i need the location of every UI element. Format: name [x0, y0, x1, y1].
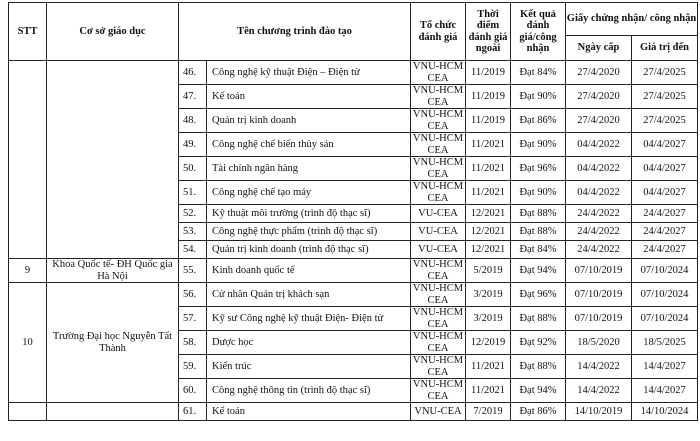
expiry-date: 27/4/2025	[632, 109, 698, 133]
evaluation-org: VNU-HCM CEA	[411, 133, 466, 157]
group-institution: Trường Đại học Nguyễn Tất Thành	[47, 283, 179, 403]
issue-date: 07/10/2019	[566, 307, 632, 331]
evaluation-time: 11/2021	[466, 355, 511, 379]
issue-date: 07/10/2019	[566, 259, 632, 283]
row-number: 52.	[179, 205, 207, 223]
evaluation-org: VNU-HCM CEA	[411, 181, 466, 205]
evaluation-result: Đạt 92%	[511, 331, 566, 355]
stt-cell-empty	[9, 61, 47, 259]
row-number: 59.	[179, 355, 207, 379]
issue-date: 24/4/2022	[566, 205, 632, 223]
issue-date: 04/4/2022	[566, 157, 632, 181]
table-row	[9, 61, 698, 85]
evaluation-time: 12/2021	[466, 241, 511, 259]
evaluation-result: Đạt 96%	[511, 157, 566, 181]
evaluation-org: VNU-HCM CEA	[411, 283, 466, 307]
issue-date: 04/4/2022	[566, 133, 632, 157]
expiry-date: 14/4/2027	[632, 379, 698, 403]
table-row	[9, 403, 698, 421]
program-name: Kiến trúc	[207, 355, 411, 379]
expiry-date: 18/5/2025	[632, 331, 698, 355]
row-number: 46.	[179, 61, 207, 85]
evaluation-org: VNU-HCM CEA	[411, 109, 466, 133]
expiry-date: 07/10/2024	[632, 307, 698, 331]
program-name: Công nghệ chế tạo máy	[207, 181, 411, 205]
program-name: Công nghệ kỹ thuật Điện – Điện tử	[207, 61, 411, 85]
evaluation-result: Đạt 94%	[511, 379, 566, 403]
evaluation-time: 11/2019	[466, 85, 511, 109]
header-program: Tên chương trình đào tạo	[179, 3, 411, 61]
program-name: Kỹ sư Công nghệ kỹ thuật Điện- Điện tử	[207, 307, 411, 331]
expiry-date: 27/4/2025	[632, 85, 698, 109]
program-name: Công nghệ thực phẩm (trình độ thạc sĩ)	[207, 223, 411, 241]
evaluation-time: 11/2021	[466, 181, 511, 205]
evaluation-time: 11/2021	[466, 379, 511, 403]
program-name: Tài chính ngân hàng	[207, 157, 411, 181]
institution-cell-empty	[47, 61, 179, 259]
expiry-date: 27/4/2025	[632, 61, 698, 85]
row-number: 53.	[179, 223, 207, 241]
expiry-date: 04/4/2027	[632, 133, 698, 157]
evaluation-org: VU-CEA	[411, 205, 466, 223]
header-org: Tổ chức đánh giá	[411, 3, 466, 61]
institution-cell-empty	[47, 403, 179, 421]
table-header	[9, 3, 698, 61]
stt-cell-empty	[9, 403, 47, 421]
evaluation-org: VNU-HCM CEA	[411, 379, 466, 403]
program-name: Cử nhân Quản trị khách sạn	[207, 283, 411, 307]
evaluation-org: VNU-HCM CEA	[411, 259, 466, 283]
row-number: 49.	[179, 133, 207, 157]
accreditation-table	[8, 2, 698, 421]
evaluation-time: 12/2021	[466, 223, 511, 241]
expiry-date: 07/10/2024	[632, 283, 698, 307]
row-number: 56.	[179, 283, 207, 307]
evaluation-result: Đạt 90%	[511, 181, 566, 205]
evaluation-org: VNU-HCM CEA	[411, 331, 466, 355]
header-stt: STT	[9, 3, 47, 61]
header-institution: Cơ sở giáo dục	[47, 3, 179, 61]
header-issue-date: Ngày cấp	[566, 36, 632, 61]
group-stt: 9	[9, 259, 47, 283]
header-result: Kết quả đánh giá/công nhận	[511, 3, 566, 61]
issue-date: 24/4/2022	[566, 241, 632, 259]
row-number: 58.	[179, 331, 207, 355]
header-expiry: Giá trị đến	[632, 36, 698, 61]
evaluation-time: 3/2019	[466, 307, 511, 331]
expiry-date: 14/10/2024	[632, 403, 698, 421]
program-name: Quản trị kinh doanh (trình độ thạc sĩ)	[207, 241, 411, 259]
evaluation-time: 7/2019	[466, 403, 511, 421]
evaluation-org: VNU-HCM CEA	[411, 61, 466, 85]
row-number: 51.	[179, 181, 207, 205]
row-number: 60.	[179, 379, 207, 403]
issue-date: 14/4/2022	[566, 355, 632, 379]
program-name: Dược học	[207, 331, 411, 355]
row-number: 54.	[179, 241, 207, 259]
issue-date: 27/4/2020	[566, 109, 632, 133]
program-name: Kế toán	[207, 403, 411, 421]
evaluation-result: Đạt 88%	[511, 223, 566, 241]
evaluation-org: VNU-HCM CEA	[411, 355, 466, 379]
evaluation-org: VNU-HCM CEA	[411, 85, 466, 109]
evaluation-result: Đạt 88%	[511, 307, 566, 331]
evaluation-org: VU-CEA	[411, 223, 466, 241]
evaluation-time: 12/2021	[466, 205, 511, 223]
table-row	[9, 259, 698, 283]
program-name: Công nghệ chế biến thủy sản	[207, 133, 411, 157]
issue-date: 04/4/2022	[566, 181, 632, 205]
issue-date: 27/4/2020	[566, 85, 632, 109]
evaluation-time: 11/2021	[466, 133, 511, 157]
evaluation-org: VNU-CEA	[411, 403, 466, 421]
evaluation-org: VNU-HCM CEA	[411, 307, 466, 331]
header-time: Thời điểm đánh giá ngoài	[466, 3, 511, 61]
evaluation-result: Đạt 94%	[511, 259, 566, 283]
table-body	[9, 61, 698, 421]
issue-date: 14/10/2019	[566, 403, 632, 421]
evaluation-result: Đạt 84%	[511, 61, 566, 85]
evaluation-time: 5/2019	[466, 259, 511, 283]
row-number: 48.	[179, 109, 207, 133]
program-name: Kế toán	[207, 85, 411, 109]
header-certificate: Giấy chứng nhận/ công nhận	[566, 3, 698, 36]
accreditation-table-container	[8, 2, 698, 421]
evaluation-org: VU-CEA	[411, 241, 466, 259]
evaluation-result: Đạt 96%	[511, 283, 566, 307]
expiry-date: 24/4/2027	[632, 241, 698, 259]
evaluation-time: 11/2019	[466, 109, 511, 133]
issue-date: 14/4/2022	[566, 379, 632, 403]
evaluation-result: Đạt 88%	[511, 355, 566, 379]
evaluation-time: 11/2019	[466, 61, 511, 85]
row-number: 50.	[179, 157, 207, 181]
row-number: 61.	[179, 403, 207, 421]
expiry-date: 14/4/2027	[632, 355, 698, 379]
group-stt: 10	[9, 283, 47, 403]
program-name: Quản trị kinh doanh	[207, 109, 411, 133]
issue-date: 18/5/2020	[566, 331, 632, 355]
evaluation-time: 12/2019	[466, 331, 511, 355]
evaluation-time: 11/2021	[466, 157, 511, 181]
expiry-date: 24/4/2027	[632, 223, 698, 241]
program-name: Công nghệ thông tin (trình độ thạc sĩ)	[207, 379, 411, 403]
expiry-date: 04/4/2027	[632, 181, 698, 205]
row-number: 57.	[179, 307, 207, 331]
expiry-date: 07/10/2024	[632, 259, 698, 283]
table-row	[9, 283, 698, 307]
evaluation-result: Đạt 90%	[511, 133, 566, 157]
row-number: 55.	[179, 259, 207, 283]
evaluation-result: Đạt 90%	[511, 85, 566, 109]
evaluation-result: Đạt 86%	[511, 109, 566, 133]
issue-date: 27/4/2020	[566, 61, 632, 85]
evaluation-result: Đạt 84%	[511, 241, 566, 259]
evaluation-org: VNU-HCM CEA	[411, 157, 466, 181]
evaluation-time: 3/2019	[466, 283, 511, 307]
evaluation-result: Đạt 88%	[511, 205, 566, 223]
expiry-date: 04/4/2027	[632, 157, 698, 181]
program-name: Kinh doanh quốc tế	[207, 259, 411, 283]
issue-date: 24/4/2022	[566, 223, 632, 241]
issue-date: 07/10/2019	[566, 283, 632, 307]
group-institution: Khoa Quốc tế- ĐH Quốc gia Hà Nội	[47, 259, 179, 283]
program-name: Kỹ thuật môi trường (trình độ thạc sĩ)	[207, 205, 411, 223]
expiry-date: 24/4/2027	[632, 205, 698, 223]
evaluation-result: Đạt 86%	[511, 403, 566, 421]
row-number: 47.	[179, 85, 207, 109]
